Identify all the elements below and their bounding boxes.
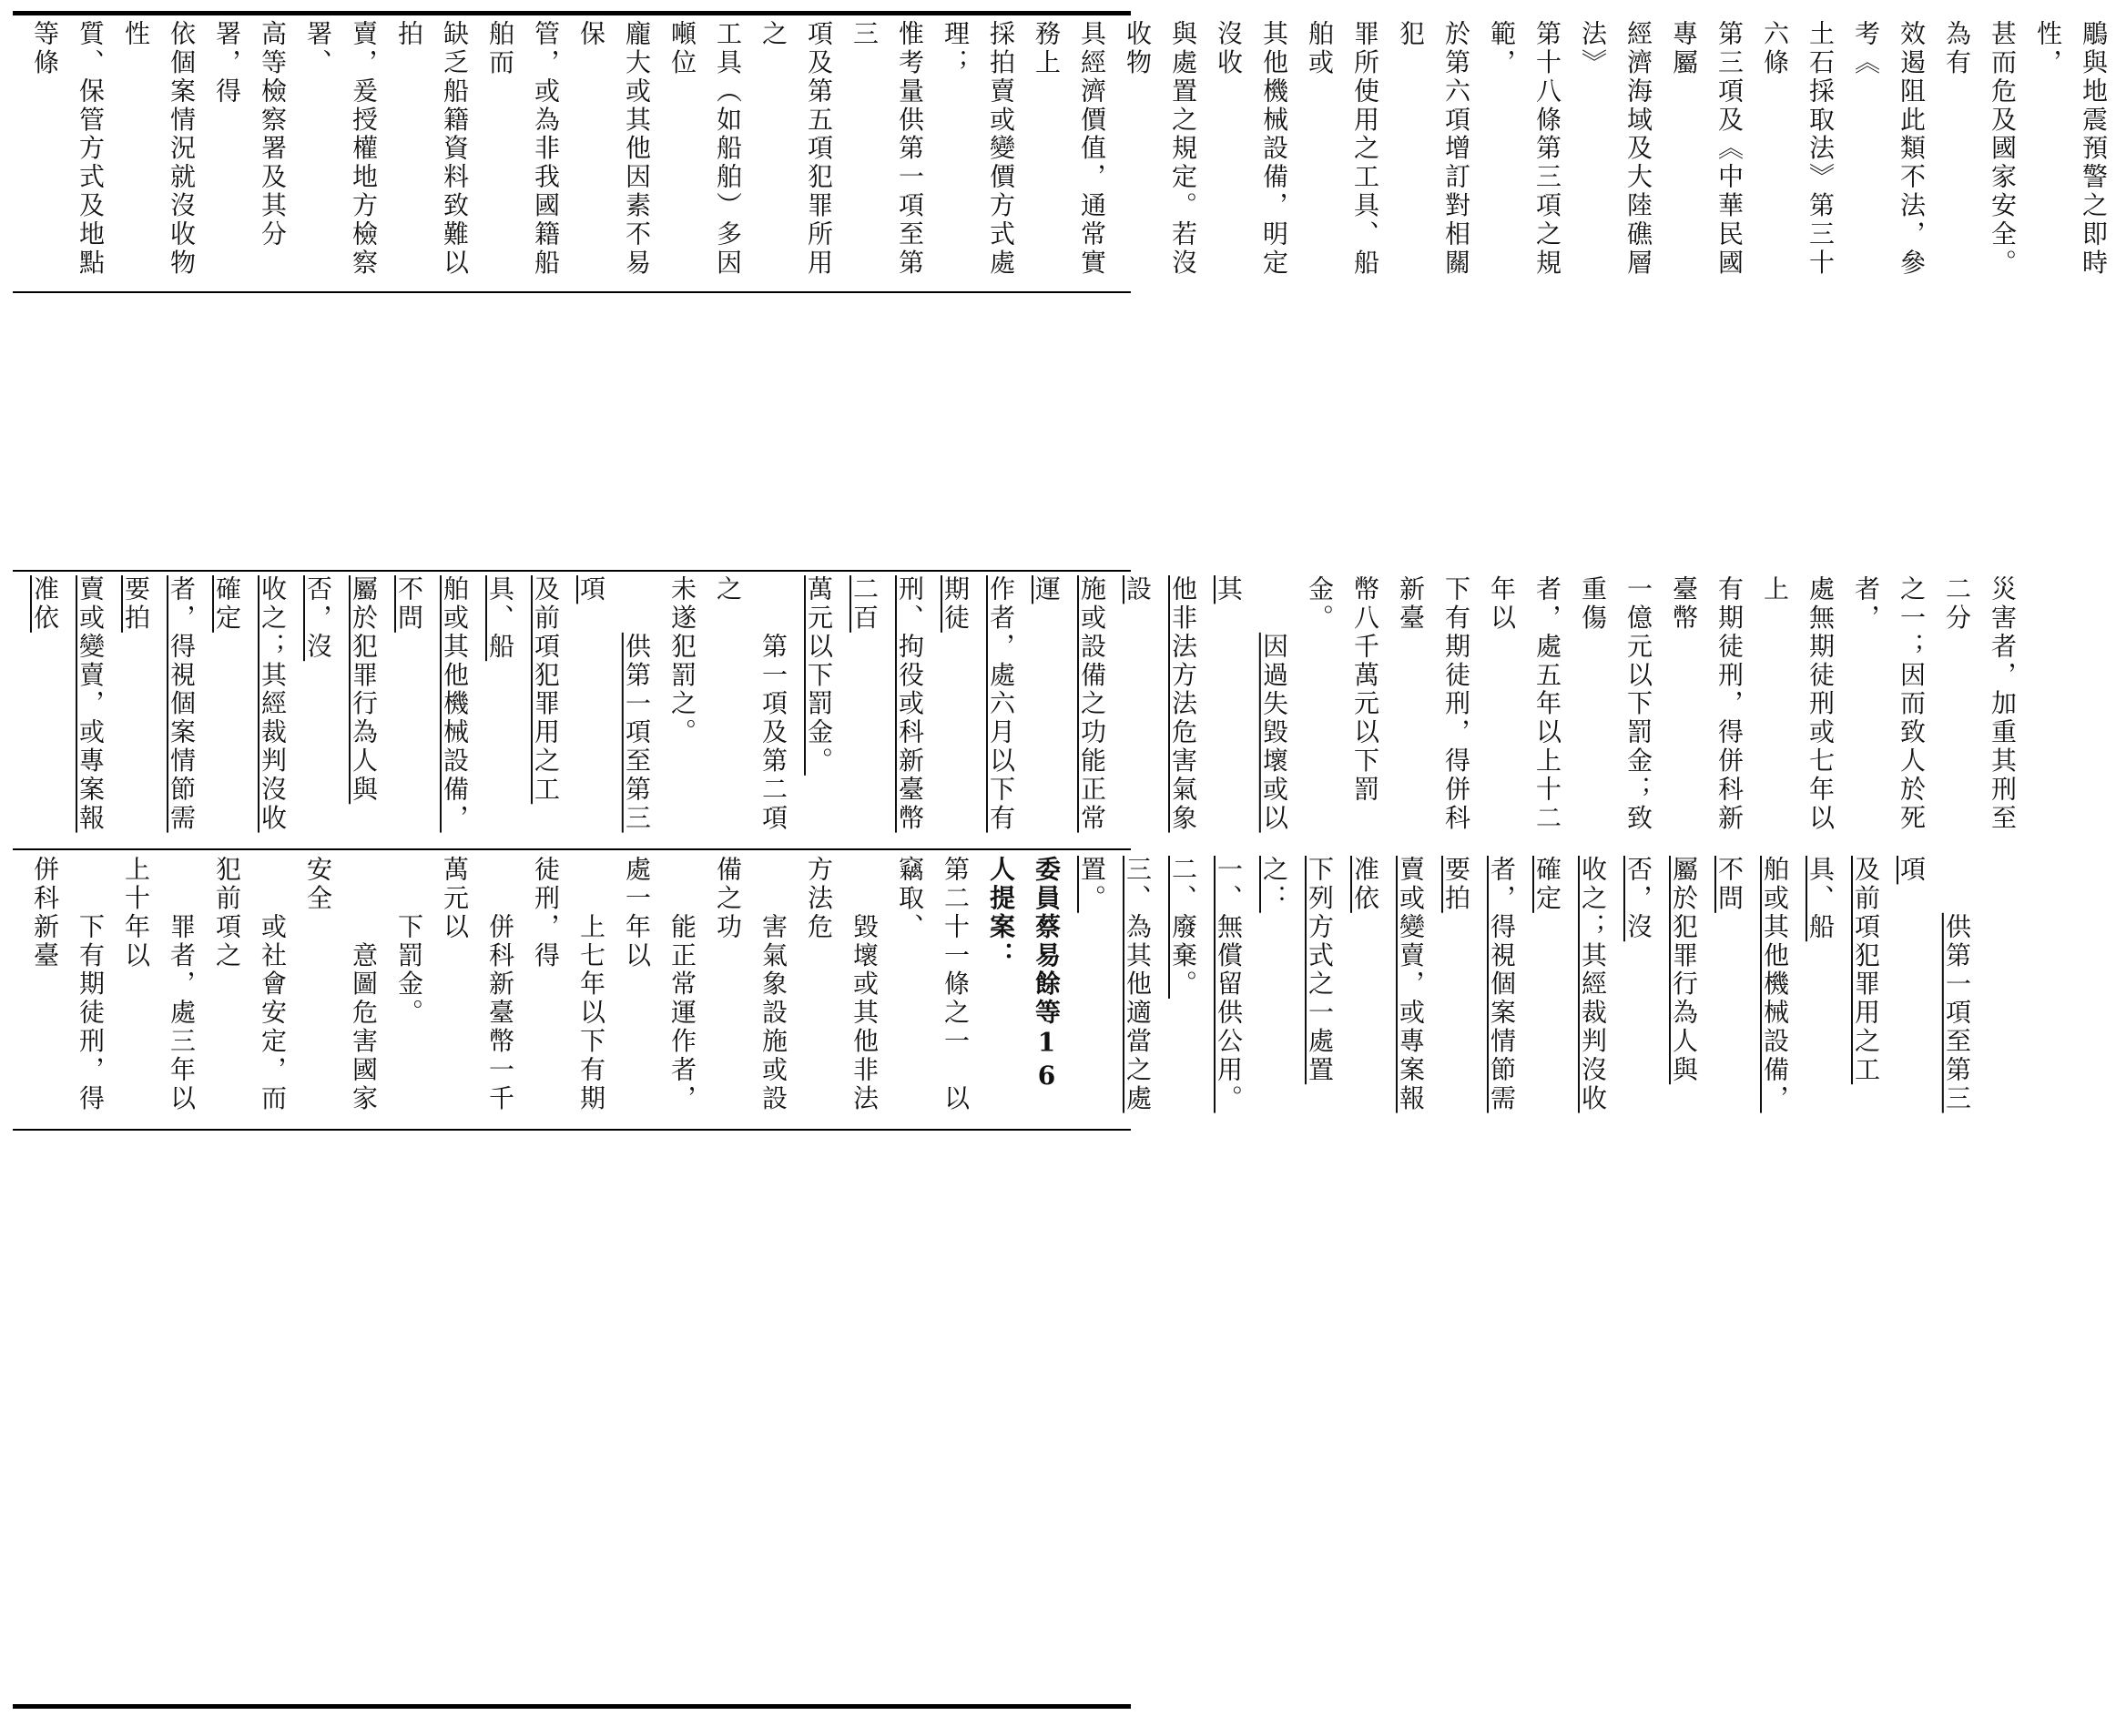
text-column [204, 20, 295, 286]
text-column [295, 856, 386, 1122]
text-segment: 質、保管方式及地點等條 [30, 20, 106, 278]
text-column [705, 575, 796, 839]
divider-2 [13, 570, 1131, 572]
text-column [113, 20, 204, 286]
underlined-text: 舶或其他機械設備，不問 [394, 575, 470, 833]
text-segment: 未遂犯罰之。 [667, 575, 697, 747]
underlined-text: 收之；其經裁判沒收確定 [212, 575, 288, 833]
text-segment: 罪者，處三年以上十年以 [121, 856, 197, 1113]
text-segment: 害氣象設施或設備之功 [713, 856, 788, 1113]
underlined-text: 供第一項至第三項 [1897, 856, 1972, 1113]
text-column [932, 575, 1023, 839]
text-segment: 之一；因而致人於死者， [1851, 575, 1927, 833]
underlined-text: 作者，處六月以下有期徒 [941, 575, 1016, 833]
underlined-text: 萬元以下罰金。 [804, 575, 834, 776]
text-column [1570, 20, 1661, 286]
text-segment: 處無期徒刑或七年以上 [1760, 575, 1836, 833]
text-column [1570, 575, 1661, 839]
text-segment: 依個案情況就沒收物性 [121, 20, 197, 278]
text-column [1114, 20, 1206, 286]
bottom-rule [13, 1704, 1131, 1709]
text-segment: 惟考量供第一項至第三 [849, 20, 925, 278]
text-column [1114, 575, 1206, 839]
text-column [568, 20, 659, 286]
text-column [295, 575, 386, 839]
text-column [1752, 575, 1843, 839]
text-column [1069, 856, 1160, 1122]
underlined-text: 者，得視個案情節需要拍 [121, 575, 197, 833]
underlined-text: 三、為其他適當之處置。 [1077, 856, 1153, 1113]
text-column [432, 856, 523, 1122]
underlined-text: 屬於犯罪行為人與否，沒 [1623, 856, 1699, 1085]
text-column [1297, 20, 1388, 286]
text-column [796, 856, 887, 1122]
text-column [1206, 575, 1297, 839]
text-column [1023, 20, 1114, 286]
underlined-text: 賣或變賣，或專案報准依 [30, 575, 106, 833]
underlined-text: 賣或變賣，或專案報准依 [1350, 856, 1426, 1113]
text-segment: 併科新臺幣一千萬元以 [440, 856, 515, 1113]
underlined-text: 者，得視個案情節需要拍 [1441, 856, 1517, 1113]
text-segment: 缺乏船籍資料致難以拍 [394, 20, 470, 278]
text-column [887, 856, 978, 1122]
text-column [295, 20, 386, 286]
text-segment: 上七年以下有期徒刑，得 [531, 856, 606, 1113]
text-segment: 高等檢察署及其分署，得 [212, 20, 288, 249]
underlined-text: 下列方式之一處置之： [1259, 856, 1335, 1085]
text-column [1843, 20, 1934, 286]
text-segment: 於第六項增訂對相關犯 [1396, 20, 1471, 278]
text-segment: 意圖危害國家安全 [303, 856, 379, 1113]
section-1-text [22, 20, 2116, 286]
text-segment: 與處置之規定。若沒收物 [1123, 20, 1198, 278]
text-segment: 毀壞或其他非法方法危 [804, 856, 880, 1113]
text-column [386, 856, 432, 1122]
text-column [1297, 575, 1388, 839]
text-column [1843, 575, 1934, 839]
text-column [1388, 20, 1479, 286]
text-segment: 災害者，加重其刑至二分 [1942, 575, 2018, 833]
text-segment: 鵰與地震預警之即時性， [2033, 20, 2109, 278]
text-column [841, 575, 932, 839]
underlined-text: 一、無償留供公用。 [1214, 856, 1244, 1113]
text-segment: 者，處五年以上十二年以 [1487, 575, 1562, 833]
text-column [1615, 856, 1706, 1122]
underlined-text: 他非法方法危害氣象設 [1123, 575, 1198, 833]
section-3 [22, 856, 1972, 1122]
text-column [386, 20, 477, 286]
section-2-text [22, 575, 2025, 839]
text-column [1023, 575, 1114, 839]
text-segment: 效遏阻此類不法，參考《 [1851, 20, 1927, 278]
text-column [1524, 856, 1615, 1122]
divider-3 [13, 848, 1131, 850]
text-column [113, 575, 204, 839]
text-column [659, 20, 750, 286]
text-segment: 下罰金。 [394, 856, 424, 1028]
text-segment: 其他機械設備，明定沒收 [1214, 20, 1289, 278]
underlined-text: 收之；其經裁判沒收確定 [1532, 856, 1608, 1113]
text-column [113, 856, 204, 1122]
text-column [22, 20, 113, 286]
text-segment [1259, 575, 1289, 633]
text-column [22, 856, 113, 1122]
text-segment: 下有期徒刑，得併科新臺 [1396, 575, 1471, 833]
text-column [204, 575, 295, 839]
text-segment: 經濟海域及大陸礁層法》 [1578, 20, 1653, 278]
text-column [796, 575, 841, 839]
underlined-text: 因過失毀壞或以其 [1214, 575, 1289, 833]
text-column [841, 20, 932, 286]
text-column [1479, 575, 1570, 839]
text-segment: 項及第五項犯罪所用之 [758, 20, 834, 278]
text-segment [1942, 856, 1972, 913]
underlined-text: 施或設備之功能正常運 [1032, 575, 1107, 833]
underlined-text: 屬於犯罪行為人與否，沒 [303, 575, 379, 805]
text-column [614, 856, 705, 1122]
text-column [1251, 856, 1342, 1122]
text-segment: 甚而危及國家安全。為有 [1942, 20, 2018, 278]
top-rule [13, 11, 1131, 15]
text-column [1934, 575, 2025, 839]
text-column [1752, 20, 1843, 286]
underlined-text: 二、廢棄。 [1168, 856, 1198, 999]
text-segment: 第十八條第三項之規範， [1487, 20, 1562, 278]
text-column [750, 20, 841, 286]
bold-text: 委員蔡易餘等16人提案： [986, 856, 1062, 1094]
text-segment: 工具（如船舶）多因噸位 [667, 20, 743, 278]
text-column [1206, 20, 1297, 286]
text-column [1433, 856, 1524, 1122]
text-column [1797, 856, 1888, 1122]
text-segment: 管，或為非我國籍船舶而 [485, 20, 561, 278]
underlined-text: 供第一項至第三項 [576, 575, 652, 833]
text-segment [622, 575, 652, 633]
text-segment: 第二十一條之一 以竊取、 [895, 856, 971, 1113]
underlined-text: 舶或其他機械設備，不問 [1714, 856, 1790, 1113]
underlined-text: 及前項犯罪用之工具、船 [1806, 856, 1881, 1085]
text-column [978, 856, 1069, 1122]
text-segment: 下有期徒刑，得併科新臺 [30, 856, 106, 1113]
text-segment: 能正常運作者，處一年以 [622, 856, 697, 1113]
text-column [1206, 856, 1251, 1122]
text-column [1934, 20, 2025, 286]
text-column [568, 575, 659, 839]
text-column [477, 575, 568, 839]
underlined-text: 刑、拘役或科新臺幣二百 [849, 575, 925, 833]
text-column [204, 856, 295, 1122]
text-column [1888, 856, 1979, 1122]
text-segment: 第一項及第二項之 [713, 575, 788, 833]
text-column [386, 575, 477, 839]
text-column [2025, 20, 2116, 286]
section-2 [22, 575, 2018, 839]
section-3-text [22, 856, 1979, 1122]
text-column [523, 856, 614, 1122]
text-segment: 罪所使用之工具、船舶或 [1305, 20, 1380, 278]
text-column [932, 20, 1023, 286]
section-1 [22, 20, 2109, 286]
text-segment: 有期徒刑，得併科新臺幣 [1669, 575, 1745, 833]
text-column [1661, 575, 1752, 839]
underlined-text: 及前項犯罪用之工具、船 [485, 575, 561, 805]
text-column [705, 856, 796, 1122]
text-segment: 賣，爰授權地方檢察署、 [303, 20, 379, 278]
text-column [659, 575, 705, 839]
text-column [1342, 856, 1433, 1122]
text-column [1706, 856, 1797, 1122]
divider-4 [13, 1129, 1131, 1131]
text-column [22, 575, 113, 839]
text-column [1388, 575, 1479, 839]
text-segment: 或社會安定，而犯前項之 [212, 856, 288, 1113]
text-segment: 具經濟價值，通常實務上 [1032, 20, 1107, 278]
text-segment: 幣八千萬元以下罰金。 [1305, 575, 1380, 805]
text-segment: 第三項及《中華民國專屬 [1669, 20, 1745, 278]
text-column [1160, 856, 1206, 1122]
text-column [1479, 20, 1570, 286]
text-segment: 採拍賣或變價方式處理； [941, 20, 1016, 278]
text-segment: 龐大或其他因素不易保 [576, 20, 652, 278]
text-column [477, 20, 568, 286]
divider-1 [13, 291, 1131, 293]
text-column [1661, 20, 1752, 286]
text-segment: 土石採取法》第三十六條 [1760, 20, 1836, 278]
text-segment: 一億元以下罰金；致重傷 [1578, 575, 1653, 833]
